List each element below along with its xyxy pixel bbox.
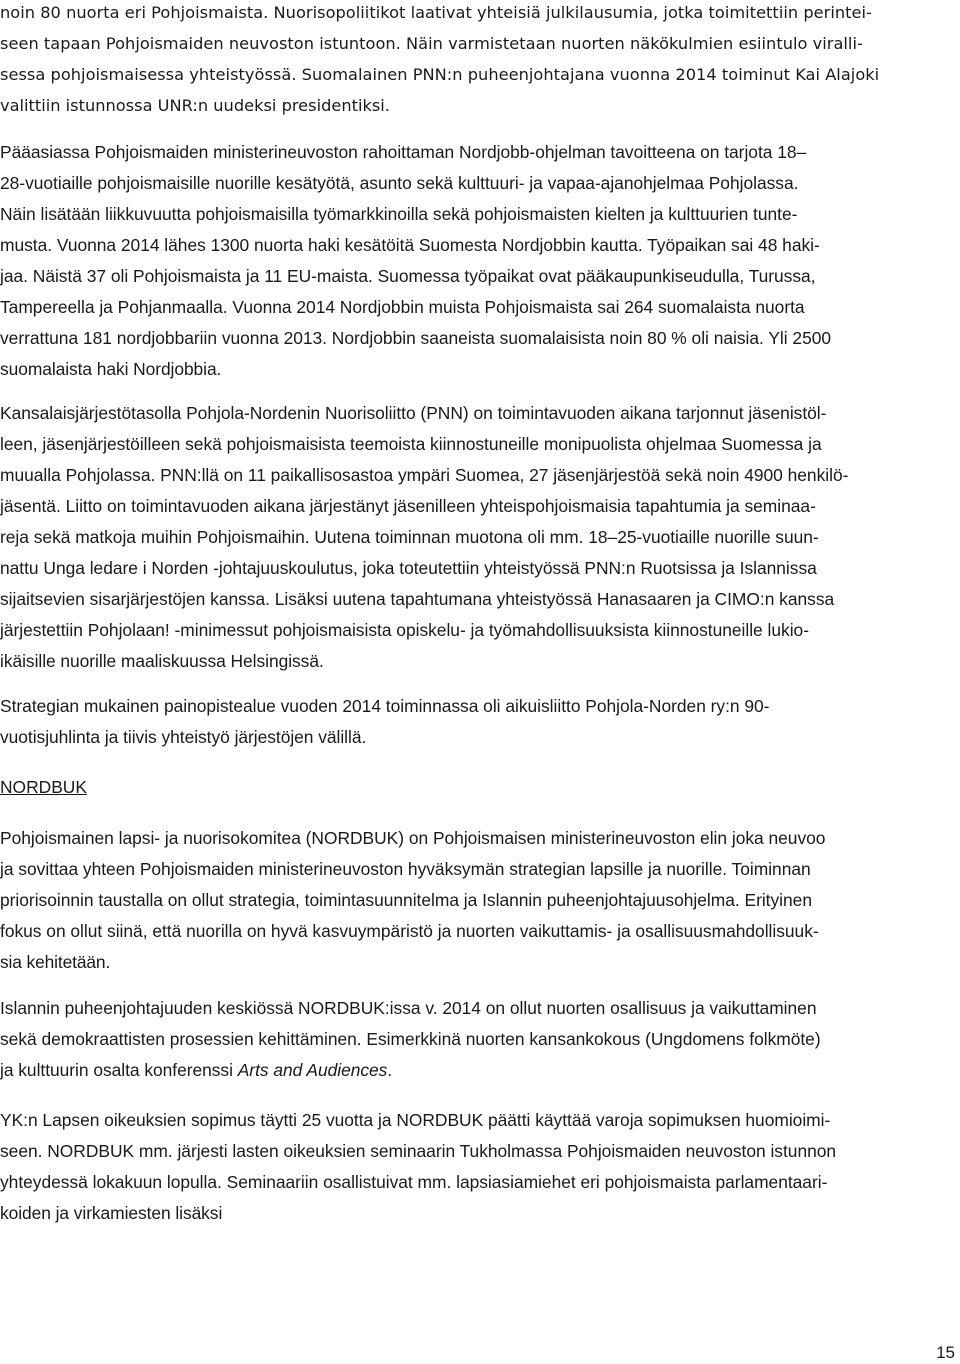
text-segment: ja kulttuurin osalta konferenssi — [0, 1060, 238, 1080]
text-line: noin 80 nuorta eri Pohjoismaista. Nuorisopoliitikot laativat yhteisiä julkilausumia, jotka toimitettiin perintei- — [0, 3, 872, 22]
text-line: 28-vuotiaille pohjoismaisille nuorille kesätyötä, asunto sekä kulttuuri- ja vapaa-ajanohjelmaa Pohjolassa. — [0, 173, 799, 193]
text-line: fokus on ollut siinä, että nuorilla on hyvä kasvuympäristö ja nuorten vaikuttamis- ja osallisuusmahdollisuuk- — [0, 921, 819, 941]
text-line: sessa pohjoismaisessa yhteistyössä. Suomalainen PNN:n puheenjohtajana vuonna 2014 toiminut Kai Alajoki — [0, 65, 880, 84]
conference-title: Arts and Audiences — [237, 1060, 388, 1080]
paragraph-nordjobb — [0, 137, 952, 385]
text-line: jäsentä. Liitto on toimintavuoden aikana järjestänyt jäsenilleen yhteispohjoismaisia tapahtumia ja seminaa- — [0, 496, 816, 516]
text-line: reja sekä matkoja muihin Pohjoismaihin. Uutena toiminnan muotona oli mm. 18–25-vuotiaille nuorille suun- — [0, 527, 819, 547]
text-line: sia kehitetään. — [0, 952, 111, 972]
page-number: 15 — [936, 1343, 955, 1362]
text-line: Tampereella ja Pohjanmaalla. Vuonna 2014 Nordjobbin muista Pohjoismaista sai 264 suomalaista nuorta — [0, 297, 805, 317]
text-line: musta. Vuonna 2014 lähes 1300 nuorta haki kesätöitä Suomesta Nordjobbin kautta. Työpaikan sai 48 haki- — [0, 235, 820, 255]
text-line: Kansalaisjärjestötasolla Pohjola-Nordenin Nuorisoliitto (PNN) on toimintavuoden aikana tarjonnut jäsenistöl- — [0, 403, 827, 423]
paragraph-strategy — [0, 691, 952, 753]
text-line: leen, jäsenjärjestöilleen sekä pohjoismaisista teemoista kiinnostuneille monipuolista ohjelmaa Suomessa ja — [0, 434, 822, 454]
text-line: koiden ja virkamiesten lisäksi — [0, 1203, 223, 1223]
text-line: ja sovittaa yhteen Pohjoismaiden ministerineuvoston hyväksymän strategian lapsille ja nuorille. Toiminnan — [0, 859, 811, 879]
text-line: ikäisille nuorille maaliskuussa Helsingissä. — [0, 651, 324, 671]
text-line: järjestettiin Pohjolaan! -minimessut pohjoismaisista opiskelu- ja työmahdollisuuksista kiinnostuneille lukio- — [0, 620, 809, 640]
text-line: yhteydessä lokakuun lopulla. Seminaariin osallistuivat mm. lapsiasiamiehet eri pohjoismaista parlamentaari- — [0, 1172, 828, 1192]
text-line: Islannin puheenjohtajuuden keskiössä NORDBUK:issa v. 2014 on ollut nuorten osallisuus ja vaikuttaminen — [0, 998, 817, 1018]
text-line: verrattuna 181 nordjobbariin vuonna 2013. Nordjobbin saaneista suomalaisista noin 80 % oli naisia. Yli 2500 — [0, 328, 832, 348]
text-line: YK:n Lapsen oikeuksien sopimus täytti 25 vuotta ja NORDBUK päätti käyttää varoja sopimuksen huomioimi- — [0, 1110, 831, 1130]
text-line: valittiin istunnossa UNR:n uudeksi presidentiksi. — [0, 96, 390, 115]
paragraph-child-rights — [0, 1105, 952, 1229]
text-line: Pohjoismainen lapsi- ja nuorisokomitea (NORDBUK) on Pohjoismaisen ministerineuvoston elin joka neuvoo — [0, 828, 826, 848]
text-line: jaa. Näistä 37 oli Pohjoismaista ja 11 EU-maista. Suomessa työpaikat ovat pääkaupunkiseudulla, Turussa, — [0, 266, 816, 286]
text-line: sijaitsevien sisarjärjestöjen kanssa. Lisäksi uutena tapahtumana yhteistyössä Hanasaaren ja CIMO:n kanssa — [0, 589, 835, 609]
section-heading-nordbuk: NORDBUK — [0, 777, 87, 797]
text-line: seen. NORDBUK mm. järjesti lasten oikeuksien seminaarin Tukholmassa Pohjoismaiden neuvoston istunnon — [0, 1141, 837, 1161]
text-line: Strategian mukainen painopistealue vuoden 2014 toiminnassa oli aikuisliitto Pohjola-Norden ry:n 90- — [0, 696, 770, 716]
text-line: vuotisjuhlinta ja tiivis yhteistyö järjestöjen välillä. — [0, 727, 367, 747]
text-line: suomalaista haki Nordjobbia. — [0, 359, 222, 379]
paragraph-pnn — [0, 398, 952, 677]
text-line: nattu Unga ledare i Norden -johtajuuskoulutus, joka toteutettiin yhteistyössä PNN:n Ruotsissa ja Islannissa — [0, 558, 817, 578]
text-line: sekä demokraattisten prosessien kehittäminen. Esimerkkinä nuorten kansankokous (Ungdomens folkmöte) — [0, 1029, 821, 1049]
paragraph-iceland-presidency — [0, 993, 952, 1086]
text-segment: . — [387, 1060, 393, 1080]
text-line: Pääasiassa Pohjoismaiden ministerineuvoston rahoittaman Nordjobb-ohjelman tavoitteena on tarjota 18– — [0, 142, 807, 162]
paragraph-youth-council — [0, 0, 952, 121]
text-line: muualla Pohjolassa. PNN:llä on 11 paikallisosastoa ympäri Suomea, 27 jäsenjärjestöä sekä noin 4900 henkilö- — [0, 465, 849, 485]
text-line: Näin lisätään liikkuvuutta pohjoismaisilla työmarkkinoilla sekä pohjoismaisten kielten ja kulttuurien tunte- — [0, 204, 798, 224]
paragraph-nordbuk-intro — [0, 823, 952, 978]
text-line: seen tapaan Pohjoismaiden neuvoston istuntoon. Näin varmistetaan nuorten näkökulmien esiintulo viralli- — [0, 34, 863, 53]
text-line: priorisoinnin taustalla on ollut strategia, toimintasuunnitelma ja Islannin puheenjohtajuusohjelma. Erityinen — [0, 890, 812, 910]
text-line — [0, 1055, 952, 1086]
